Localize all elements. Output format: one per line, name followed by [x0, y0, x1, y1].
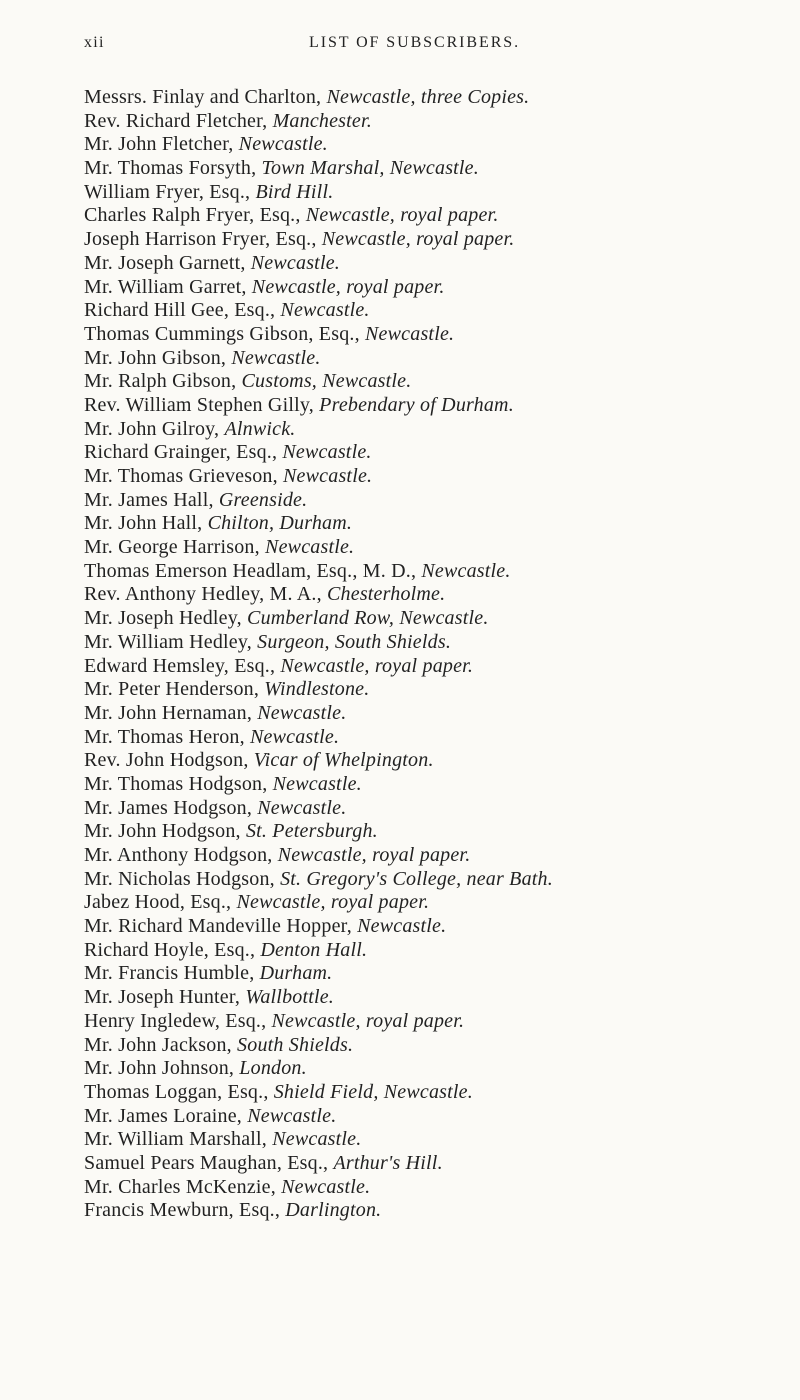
- subscriber-entry: [84, 370, 774, 394]
- subscriber-entry: [84, 655, 774, 679]
- subscriber-location: Newcastle.: [231, 346, 321, 369]
- subscriber-name: Richard Hill Gee, Esq.,: [84, 299, 281, 322]
- subscriber-location: Wallbottle.: [245, 986, 335, 1009]
- subscriber-name: Mr. Joseph Garnett,: [84, 251, 251, 274]
- subscriber-location: Shield Field, Newcastle.: [273, 1080, 473, 1103]
- subscriber-entry: [84, 489, 774, 513]
- subscriber-name: Henry Ingledew, Esq.,: [84, 1009, 272, 1032]
- subscriber-entry: [84, 820, 774, 844]
- page-header: [84, 16, 774, 70]
- subscriber-entry: [84, 1034, 774, 1058]
- subscriber-name: Rev. William Stephen Gilly,: [84, 393, 320, 416]
- subscriber-name: Mr. John Hernaman,: [84, 701, 258, 724]
- subscriber-entry: [84, 1128, 774, 1152]
- subscriber-entry: [84, 702, 774, 726]
- book-page: [84, 16, 774, 1376]
- subscriber-name: Mr. William Marshall,: [84, 1128, 273, 1151]
- subscriber-entry: [84, 1010, 774, 1034]
- subscriber-name: William Fryer, Esq.,: [84, 180, 256, 203]
- subscriber-location: Bird Hill.: [255, 180, 334, 203]
- subscriber-location: Newcastle, royal paper.: [251, 275, 445, 298]
- subscriber-entry: [84, 536, 774, 560]
- subscriber-name: Thomas Cummings Gibson, Esq.,: [84, 322, 366, 345]
- subscriber-name: Mr. John Jackson,: [84, 1033, 238, 1056]
- subscriber-entry: [84, 181, 774, 205]
- subscriber-name: Thomas Loggan, Esq.,: [84, 1080, 274, 1103]
- subscriber-name: Mr. John Fletcher,: [84, 133, 239, 156]
- subscriber-location: Durham.: [259, 962, 333, 985]
- subscriber-name: Mr. Charles McKenzie,: [84, 1175, 282, 1198]
- subscriber-location: Newcastle.: [272, 772, 362, 795]
- subscriber-name: Mr. Joseph Hedley,: [84, 607, 248, 630]
- subscriber-name: Mr. Thomas Heron,: [84, 725, 250, 748]
- subscriber-entry: [84, 133, 774, 157]
- subscriber-entry: [84, 1152, 774, 1176]
- subscriber-location: Newcastle, royal paper.: [271, 1009, 465, 1032]
- subscriber-name: Mr. John Gilroy,: [84, 417, 225, 440]
- subscriber-entry: [84, 347, 774, 371]
- subscriber-name: Mr. Francis Humble,: [84, 962, 260, 985]
- subscriber-name: Mr. Anthony Hodgson,: [84, 844, 278, 866]
- subscriber-entry: [84, 110, 774, 134]
- subscriber-name: Mr. John Hodgson,: [84, 820, 246, 843]
- subscriber-entry: [84, 1176, 774, 1200]
- subscriber-entry: [84, 868, 774, 892]
- subscriber-entry: [84, 891, 774, 915]
- subscriber-list: [84, 86, 774, 1223]
- subscriber-location: Newcastle, royal paper.: [305, 204, 499, 227]
- subscriber-entry: [84, 465, 774, 489]
- subscriber-name: Rev. Anthony Hedley, M. A.,: [84, 583, 327, 606]
- subscriber-location: Cumberland Row, Newcastle.: [247, 607, 489, 630]
- subscriber-location: St. Gregory's College, near Bath.: [280, 867, 553, 890]
- subscriber-entry: [84, 726, 774, 750]
- subscriber-entry: [84, 228, 774, 252]
- subscriber-name: Mr. George Harrison,: [84, 536, 266, 559]
- subscriber-location: Alnwick.: [224, 417, 296, 440]
- subscriber-location: Newcastle.: [265, 536, 355, 559]
- subscriber-name: Mr. William Hedley,: [84, 630, 258, 653]
- subscriber-location: Newcastle.: [247, 1104, 337, 1127]
- subscriber-entry: [84, 583, 774, 607]
- subscriber-location: Newcastle, royal paper.: [280, 654, 474, 677]
- subscriber-location: Newcastle.: [238, 133, 328, 156]
- subscriber-location: Newcastle, royal paper.: [236, 891, 430, 914]
- subscriber-entry: [84, 986, 774, 1010]
- subscriber-location: Newcastle.: [282, 441, 372, 464]
- running-title: LIST OF SUBSCRIBERS.: [309, 34, 521, 51]
- subscriber-name: Mr. Thomas Forsyth,: [84, 157, 262, 180]
- subscriber-entry: [84, 299, 774, 323]
- subscriber-name: Mr. James Loraine,: [84, 1104, 248, 1127]
- subscriber-name: Mr. James Hall,: [84, 488, 219, 511]
- subscriber-entry: [84, 631, 774, 655]
- subscriber-name: Messrs. Finlay and Charlton,: [84, 86, 327, 108]
- subscriber-location: St. Petersburgh.: [245, 820, 378, 843]
- subscriber-name: Richard Grainger, Esq.,: [84, 441, 283, 464]
- subscriber-name: Mr. John Johnson,: [84, 1057, 240, 1080]
- subscriber-entry: [84, 1105, 774, 1129]
- subscriber-entry: [84, 962, 774, 986]
- subscriber-name: Joseph Harrison Fryer, Esq.,: [84, 228, 322, 251]
- subscriber-location: Greenside.: [218, 488, 308, 511]
- subscriber-entry: [84, 323, 774, 347]
- subscriber-name: Jabez Hood, Esq.,: [84, 891, 237, 914]
- subscriber-name: Thomas Emerson Headlam, Esq., M. D.,: [84, 559, 422, 582]
- subscriber-entry: [84, 512, 774, 536]
- subscriber-name: Mr. John Gibson,: [84, 346, 232, 369]
- subscriber-name: Mr. Thomas Hodgson,: [84, 772, 273, 795]
- subscriber-entry: [84, 939, 774, 963]
- subscriber-location: Arthur's Hill.: [333, 1151, 443, 1174]
- subscriber-location: Surgeon, South Shields.: [257, 630, 452, 653]
- subscriber-entry: [84, 844, 774, 868]
- subscriber-location: Newcastle.: [257, 701, 347, 724]
- subscriber-name: Mr. Thomas Grieveson,: [84, 465, 284, 487]
- subscriber-location: Newcastle.: [250, 725, 340, 748]
- subscriber-location: Darlington.: [285, 1199, 382, 1222]
- subscriber-location: Customs, Newcastle.: [241, 370, 412, 393]
- subscriber-location: Prebendary of Durham.: [319, 393, 514, 416]
- subscriber-name: Mr. Ralph Gibson,: [84, 370, 242, 393]
- subscriber-location: Chesterholme.: [327, 583, 446, 606]
- subscriber-name: Richard Hoyle, Esq.,: [84, 938, 261, 961]
- subscriber-location: Newcastle.: [421, 559, 511, 582]
- subscriber-name: Edward Hemsley, Esq.,: [84, 654, 281, 677]
- subscriber-name: Mr. James Hodgson,: [84, 796, 258, 819]
- subscriber-name: Mr. William Garret,: [84, 275, 252, 298]
- subscriber-location: Newcastle.: [283, 465, 373, 487]
- subscriber-name: Mr. Peter Henderson,: [84, 678, 265, 701]
- subscriber-location: Newcastle.: [257, 796, 347, 819]
- subscriber-location: Town Marshal, Newcastle.: [261, 157, 479, 180]
- subscriber-entry: [84, 441, 774, 465]
- subscriber-entry: [84, 797, 774, 821]
- subscriber-name: Charles Ralph Fryer, Esq.,: [84, 204, 306, 227]
- subscriber-entry: [84, 394, 774, 418]
- subscriber-entry: [84, 204, 774, 228]
- subscriber-entry: [84, 749, 774, 773]
- subscriber-entry: [84, 276, 774, 300]
- subscriber-entry: [84, 560, 774, 584]
- subscriber-name: Mr. John Hall,: [84, 512, 208, 535]
- subscriber-entry: [84, 607, 774, 631]
- subscriber-location: Newcastle.: [365, 322, 455, 345]
- subscriber-location: Windlestone.: [264, 678, 370, 701]
- subscriber-name: Rev. Richard Fletcher,: [84, 109, 273, 132]
- subscriber-name: Mr. Joseph Hunter,: [84, 986, 246, 1009]
- subscriber-name: Mr. Nicholas Hodgson,: [84, 867, 281, 890]
- subscriber-entry: [84, 1057, 774, 1081]
- subscriber-location: Newcastle.: [281, 1175, 371, 1198]
- subscriber-entry: [84, 1081, 774, 1105]
- subscriber-location: Newcastle.: [280, 299, 370, 322]
- subscriber-location: London.: [239, 1057, 307, 1080]
- subscriber-name: Mr. Richard Mandeville Hopper,: [84, 915, 358, 938]
- subscriber-location: Newcastle, royal paper.: [321, 228, 515, 251]
- subscriber-location: Newcastle, royal paper.: [277, 844, 471, 866]
- subscriber-location: Newcastle, three Copies.: [326, 86, 530, 108]
- page-number: xii: [84, 34, 105, 51]
- subscriber-location: Chilton, Durham.: [207, 512, 353, 535]
- subscriber-location: Manchester.: [272, 109, 372, 132]
- subscriber-name: Rev. John Hodgson,: [84, 749, 254, 772]
- subscriber-entry: [84, 773, 774, 797]
- subscriber-entry: [84, 915, 774, 939]
- subscriber-entry: [84, 678, 774, 702]
- subscriber-location: Newcastle.: [272, 1128, 362, 1151]
- subscriber-location: Newcastle.: [250, 251, 340, 274]
- subscriber-entry: [84, 157, 774, 181]
- subscriber-location: South Shields.: [237, 1033, 354, 1056]
- subscriber-name: Samuel Pears Maughan, Esq.,: [84, 1151, 334, 1174]
- subscriber-location: Vicar of Whelpington.: [253, 749, 434, 772]
- subscriber-entry: [84, 418, 774, 442]
- subscriber-entry: [84, 1199, 774, 1223]
- subscriber-location: Newcastle.: [357, 915, 447, 938]
- subscriber-location: Denton Hall.: [260, 938, 368, 961]
- subscriber-entry: [84, 86, 774, 110]
- subscriber-name: Francis Mewburn, Esq.,: [84, 1199, 286, 1222]
- subscriber-entry: [84, 252, 774, 276]
